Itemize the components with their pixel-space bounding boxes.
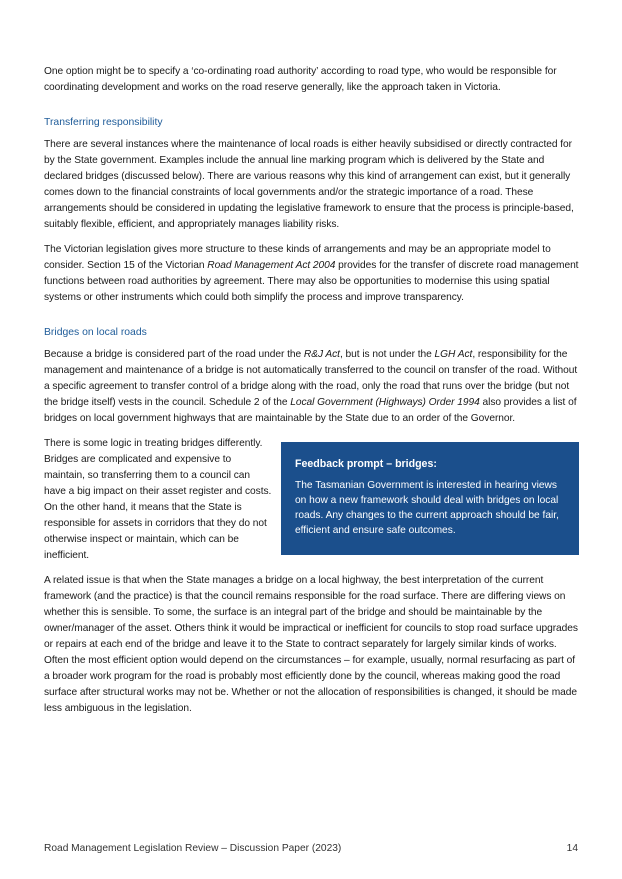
bridges-paragraph-2: There is some logic in treating bridges differently. Bridges are complicated and expensive to maintain, so transferring them to a council can have a big impact on their asset register and costs. On the other hand, it means that the State is responsible for assets in corridors that they do not otherwise inspect or maintain, which can be inefficient. — [44, 438, 272, 561]
section-heading-transferring: Transferring responsibility — [44, 117, 163, 128]
transferring-paragraph-2 — [44, 242, 579, 306]
footer-title: Road Management Legislation Review – Discussion Paper (2023) — [44, 843, 342, 854]
intro-paragraph: One option might be to specify a ‘co-ordinating road authority’ according to road type, who would be responsible for coordinating development and works on the road reserve generally, like the approach taken in Victoria. — [44, 66, 557, 93]
page-footer — [44, 843, 578, 854]
text-run: , but is not under the — [339, 349, 435, 360]
text-run: The Victorian legislation gives more structure to these kinds of arrangements and may be an appropriate model to consider. Section 15 of the Victorian — [44, 244, 551, 271]
transferring-paragraph-1: There are several instances where the maintenance of local roads is either heavily subsidised or directly contracted for by the State government. Examples include the annual line marking program which is delivered by the State and declared bridges (discussed below). There are various reasons why this kind of arrangement can exist, but it generally comes down to the financial constraints of local governments and/or the strategic importance of a road. These arrangements should be considered in updating the legislative framework to ensure that the process is principle-based, suitably flexible, efficient, and appropriately manages liability risks. — [44, 139, 574, 230]
act-title: Road Management Act 2004 — [207, 260, 336, 271]
bridges-split-row — [44, 436, 579, 564]
text-run: also provides a list of bridges on local government highways that are maintainable by the State due to an order of the Governor. — [44, 397, 577, 424]
section-heading-bridges: Bridges on local roads — [44, 327, 147, 338]
feedback-prompt-body: The Tasmanian Government is interested in hearing views on how a new framework should deal with bridges on local roads. Any changes to the current approach should be fair, efficient and ensure safe outcomes. — [295, 480, 559, 536]
feedback-prompt-box — [281, 442, 579, 555]
document-page — [44, 64, 579, 726]
text-run: , responsibility for the management and maintenance of a bridge is not automatically transferred to the council on transfer of the road. Without a specific agreement to transfer control of a bridge along with the road, only the road that runs over the bridge (but not the bridge itself) vests in the council. Schedule 2 of the — [44, 349, 578, 408]
text-run: provides for the transfer of discrete road management functions between road authorities by agreement. There may also be opportunities to modernise this using spatial systems or other instruments which could both simplify the process and improve transparency. — [44, 260, 579, 303]
act-title: R&J Act — [303, 349, 340, 360]
act-title: LGH Act — [434, 349, 473, 360]
feedback-prompt-title: Feedback prompt – bridges: — [295, 458, 437, 470]
bridges-paragraph-3: A related issue is that when the State manages a bridge on a local highway, the best interpretation of the current framework (and the practice) is that the council remains responsible for the road surface. There are differing views on whether this is sensible. To some, the surface is an integral part of the bridge and should be maintainable by the owner/manager of the asset. Others think it would be impractical or inefficient for councils to stop road surface upgrades or repairs at each end of the bridge and leave it to the State to contract separately for largely similar kinds of works. Often the most efficient option would depend on the circumstances – for example, usually, normal resurfacing as part of a broader work program for the road is probably most efficiently done by the council, whereas making good the road surface after structural works may not be. Whether or not the allocation of responsibilities is changed, it should be made less ambiguous in the legislation. — [44, 575, 578, 714]
bridges-paragraph-1 — [44, 347, 579, 427]
page-number: 14 — [566, 843, 578, 854]
order-title: Local Government (Highways) Order 1994 — [290, 397, 480, 408]
text-run: Because a bridge is considered part of the road under the — [44, 349, 304, 360]
